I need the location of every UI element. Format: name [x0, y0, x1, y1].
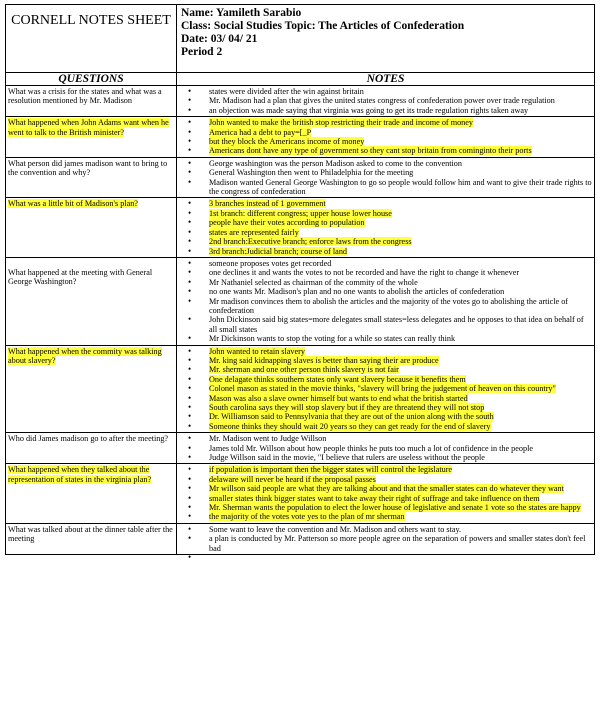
notes-list: [177, 525, 592, 553]
question-text: What happened when the commity was talking about slavery?: [8, 346, 162, 365]
note-text: Judge Willson said in the movie, "I believe that rulers are useless without the people: [209, 453, 485, 463]
list-item: [209, 334, 592, 343]
note-text: 3 branches instead of 1 government: [209, 199, 326, 209]
note-text: an objection was made saying that virginia was going to get its trade regulation rights taken away: [209, 105, 529, 115]
note-text: America had a debt to pay=[_P: [209, 127, 312, 137]
list-item: [209, 315, 592, 334]
list-item: [209, 434, 592, 443]
cornell-notes-sheet: [5, 4, 595, 555]
note-text: states are represented fairly: [209, 227, 299, 237]
question-text: What happened when John Adams want when he went to talk to the British minister?: [8, 118, 169, 137]
question-cell: [6, 345, 177, 433]
note-text: Mr Nathaniel selected as chairman of the commity of the whole: [209, 277, 418, 287]
note-text: 1st branch: different congress; upper house lower house: [209, 208, 392, 218]
questions-heading: QUESTIONS: [6, 73, 177, 86]
table-row: [6, 198, 595, 257]
table-row: [6, 157, 595, 198]
note-text: smaller states think bigger states want to take away their right of suffrage and take influence on them: [209, 493, 540, 503]
note-text: Mason was also a slave owner himself but wants to end what the british started: [209, 393, 468, 403]
list-item: [209, 268, 592, 277]
list-item: [209, 96, 592, 105]
question-text: What happened at the meeting with General George Washington?: [8, 267, 153, 287]
list-item: [209, 209, 592, 218]
notes-list: [177, 465, 592, 521]
list-item: [209, 228, 592, 237]
note-text: John Dickinson said big states=more delegates small states=less delegates and he opposes to that idea on behalf of all small states: [209, 315, 584, 334]
notes-list: [177, 199, 592, 255]
note-text: Americans dont have any type of government so they cant stop britain from cominginto their ports: [209, 146, 532, 156]
question-cell: [6, 117, 177, 158]
list-item: [209, 118, 592, 127]
list-item: [209, 525, 592, 534]
rows-body: [6, 86, 595, 555]
question-text: What person did james madison want to bring to the convention and why?: [8, 158, 168, 178]
note-text: delaware will never be heard if the proposal passes: [209, 474, 376, 484]
note-text: John wanted to retain slavery: [209, 346, 305, 356]
notes-cell: [177, 464, 595, 523]
list-item: [209, 384, 592, 393]
note-text: One delagate thinks southern states only want slavery because it benefits them: [209, 374, 466, 384]
question-text: Who did James madison go to after the meeting?: [8, 434, 169, 444]
note-text: Mr. Sherman wants the population to elect the lower house of legislative and senate 1 vote so the states are happy: [209, 503, 581, 513]
date: Date: 03/ 04/ 21: [181, 33, 258, 45]
list-item: [209, 87, 592, 96]
notes-cell: [177, 345, 595, 433]
note-text: General Washington then went to Philadelphia for the meeting: [209, 168, 414, 178]
student-name: Name: Yamileth Sarabio: [181, 7, 302, 19]
notes-list: [177, 259, 592, 344]
list-item: [209, 247, 592, 256]
list-item: [209, 403, 592, 412]
question-text: What was a little bit of Madison's plan?: [8, 199, 138, 209]
question-cell: [6, 86, 177, 117]
list-item: [209, 259, 592, 268]
list-item: [209, 534, 592, 553]
table-row: [6, 86, 595, 117]
table-row: [6, 433, 595, 464]
list-item: [209, 465, 592, 474]
list-item: [209, 146, 592, 155]
note-text: John wanted to make the british stop restricting their trade and income of money: [209, 118, 473, 128]
table-row: [6, 464, 595, 523]
notes-cell: [177, 117, 595, 158]
note-text: Mr. Madison had a plan that gives the united states congress of confederation power over trade regulation: [209, 96, 555, 106]
list-item: [209, 375, 592, 384]
note-text: Dr. Williamson said to Pennsylvania that they are out of the union along with the south: [209, 412, 494, 422]
question-cell: [6, 198, 177, 257]
list-item: [209, 475, 592, 484]
note-text: James told Mr. Willson about how people thinks he puts too much a lot of confidence in the people: [209, 443, 534, 453]
question-text: What happened when they talked about the representation of states in the virginia plan?: [8, 465, 152, 484]
list-item: [209, 278, 592, 287]
list-item: [209, 484, 592, 493]
note-text: states were divided after the win against britain: [209, 87, 364, 96]
sheet-title: CORNELL NOTES SHEET: [6, 5, 177, 73]
note-text: someone proposes votes get recorded: [209, 258, 332, 268]
list-item: [209, 218, 592, 227]
notes-cell: [177, 433, 595, 464]
list-item: [209, 422, 592, 431]
notes-list: [177, 87, 592, 115]
note-text: if population is important then the bigger states will control the legislature: [209, 465, 453, 475]
notes-list: [177, 118, 592, 156]
table-row: [6, 523, 595, 554]
notes-cell: [177, 86, 595, 117]
list-item: [209, 168, 592, 177]
list-item: [209, 137, 592, 146]
list-item: [209, 444, 592, 453]
note-text: Madison wanted General George Washington to go so people would follow him and want to give their trade rights to the congress of confederation: [209, 177, 592, 197]
note-text: no one wants Mr. Madison's plan and no one wants to abolish the articles of confederation: [209, 287, 505, 297]
note-text: Mr. sherman and one other person think slavery is not fair: [209, 365, 399, 375]
note-text: one declines it and wants the votes to not be recorded and have the right to change it whenever: [209, 268, 520, 278]
note-text: people have their votes according to population: [209, 218, 365, 228]
note-text: South carolina says they will stop slavery but if they are threatend they will not stop: [209, 403, 485, 412]
column-header-row: [6, 73, 595, 86]
notes-list: [177, 434, 592, 462]
notes-cell: [177, 198, 595, 257]
notes-list: [177, 159, 592, 197]
list-item: [209, 199, 592, 208]
list-item: [209, 494, 592, 503]
list-item: [209, 106, 592, 115]
list-item: [209, 159, 592, 168]
note-text: Some want to leave the convention and Mr. Madison and others want to stay.: [209, 524, 462, 534]
table-row: [6, 117, 595, 158]
list-item: [209, 412, 592, 421]
note-text: 2nd branch:Executive branch; enforce laws from the congress: [209, 237, 412, 247]
note-text: 3rd branch:Judicial branch; course of land: [209, 246, 348, 256]
list-item: [209, 356, 592, 365]
note-text: Colonel mason as stated in the movie thinks, "slavery will bring the judgement of heaven on this country": [209, 384, 556, 394]
note-text: Mr willson said people are what they are talking about and that the smaller states can do whatever they want: [209, 484, 564, 494]
header-row: [6, 5, 595, 73]
period: Period 2: [181, 46, 223, 58]
note-text: Mr. Madison went to Judge Willson: [209, 434, 327, 444]
question-cell: [6, 523, 177, 554]
list-item: [209, 453, 592, 462]
notes-cell: [177, 523, 595, 554]
question-cell: [6, 157, 177, 198]
list-item: [209, 128, 592, 137]
table-row: [6, 257, 595, 345]
list-item: [209, 237, 592, 246]
note-text: George washington was the person Madison asked to come to the convention: [209, 158, 462, 168]
table-row: [6, 345, 595, 433]
notes-table: [5, 4, 595, 555]
notes-list: [177, 347, 592, 432]
note-text: Mr Dickinson wants to stop the voting for a while so states can really think: [209, 334, 456, 344]
question-cell: [6, 464, 177, 523]
question-text: What was talked about at the dinner table after the meeting: [8, 524, 173, 544]
question-cell: [6, 433, 177, 464]
question-cell: [6, 257, 177, 345]
question-text: What was a crisis for the states and what was a resolution mentioned by Mr. Madison: [8, 87, 162, 106]
notes-cell: [177, 257, 595, 345]
notes-cell: [177, 157, 595, 198]
note-text: a plan is conducted by Mr. Patterson so more people agree on the separation of powers and smaller states don't feel bad: [209, 534, 586, 553]
note-text: Someone thinks they should wait 20 years so they can get ready for the end of slavery: [209, 421, 491, 431]
list-item: [209, 503, 592, 512]
list-item: [209, 347, 592, 356]
note-text: the majority of the votes vote yes to the plan of mr sherman: [209, 512, 405, 522]
list-item: [209, 297, 592, 316]
class-topic: Class: Social Studies Topic: The Articles of Confederation: [181, 20, 465, 32]
note-text: Mr madison convinces them to abolish the articles and the majority of the votes go to abolishing the article of confederation: [209, 296, 569, 315]
list-item: [209, 178, 592, 197]
notes-heading: NOTES: [177, 73, 595, 86]
list-item: [209, 394, 592, 403]
list-item: [209, 512, 592, 521]
list-item: [209, 287, 592, 296]
list-item: [209, 365, 592, 374]
note-text: Mr. king said kidnapping slaves is better than saying their are produce: [209, 355, 439, 365]
header-info: [177, 5, 595, 73]
note-text: but they block the Americans income of money: [209, 137, 365, 147]
